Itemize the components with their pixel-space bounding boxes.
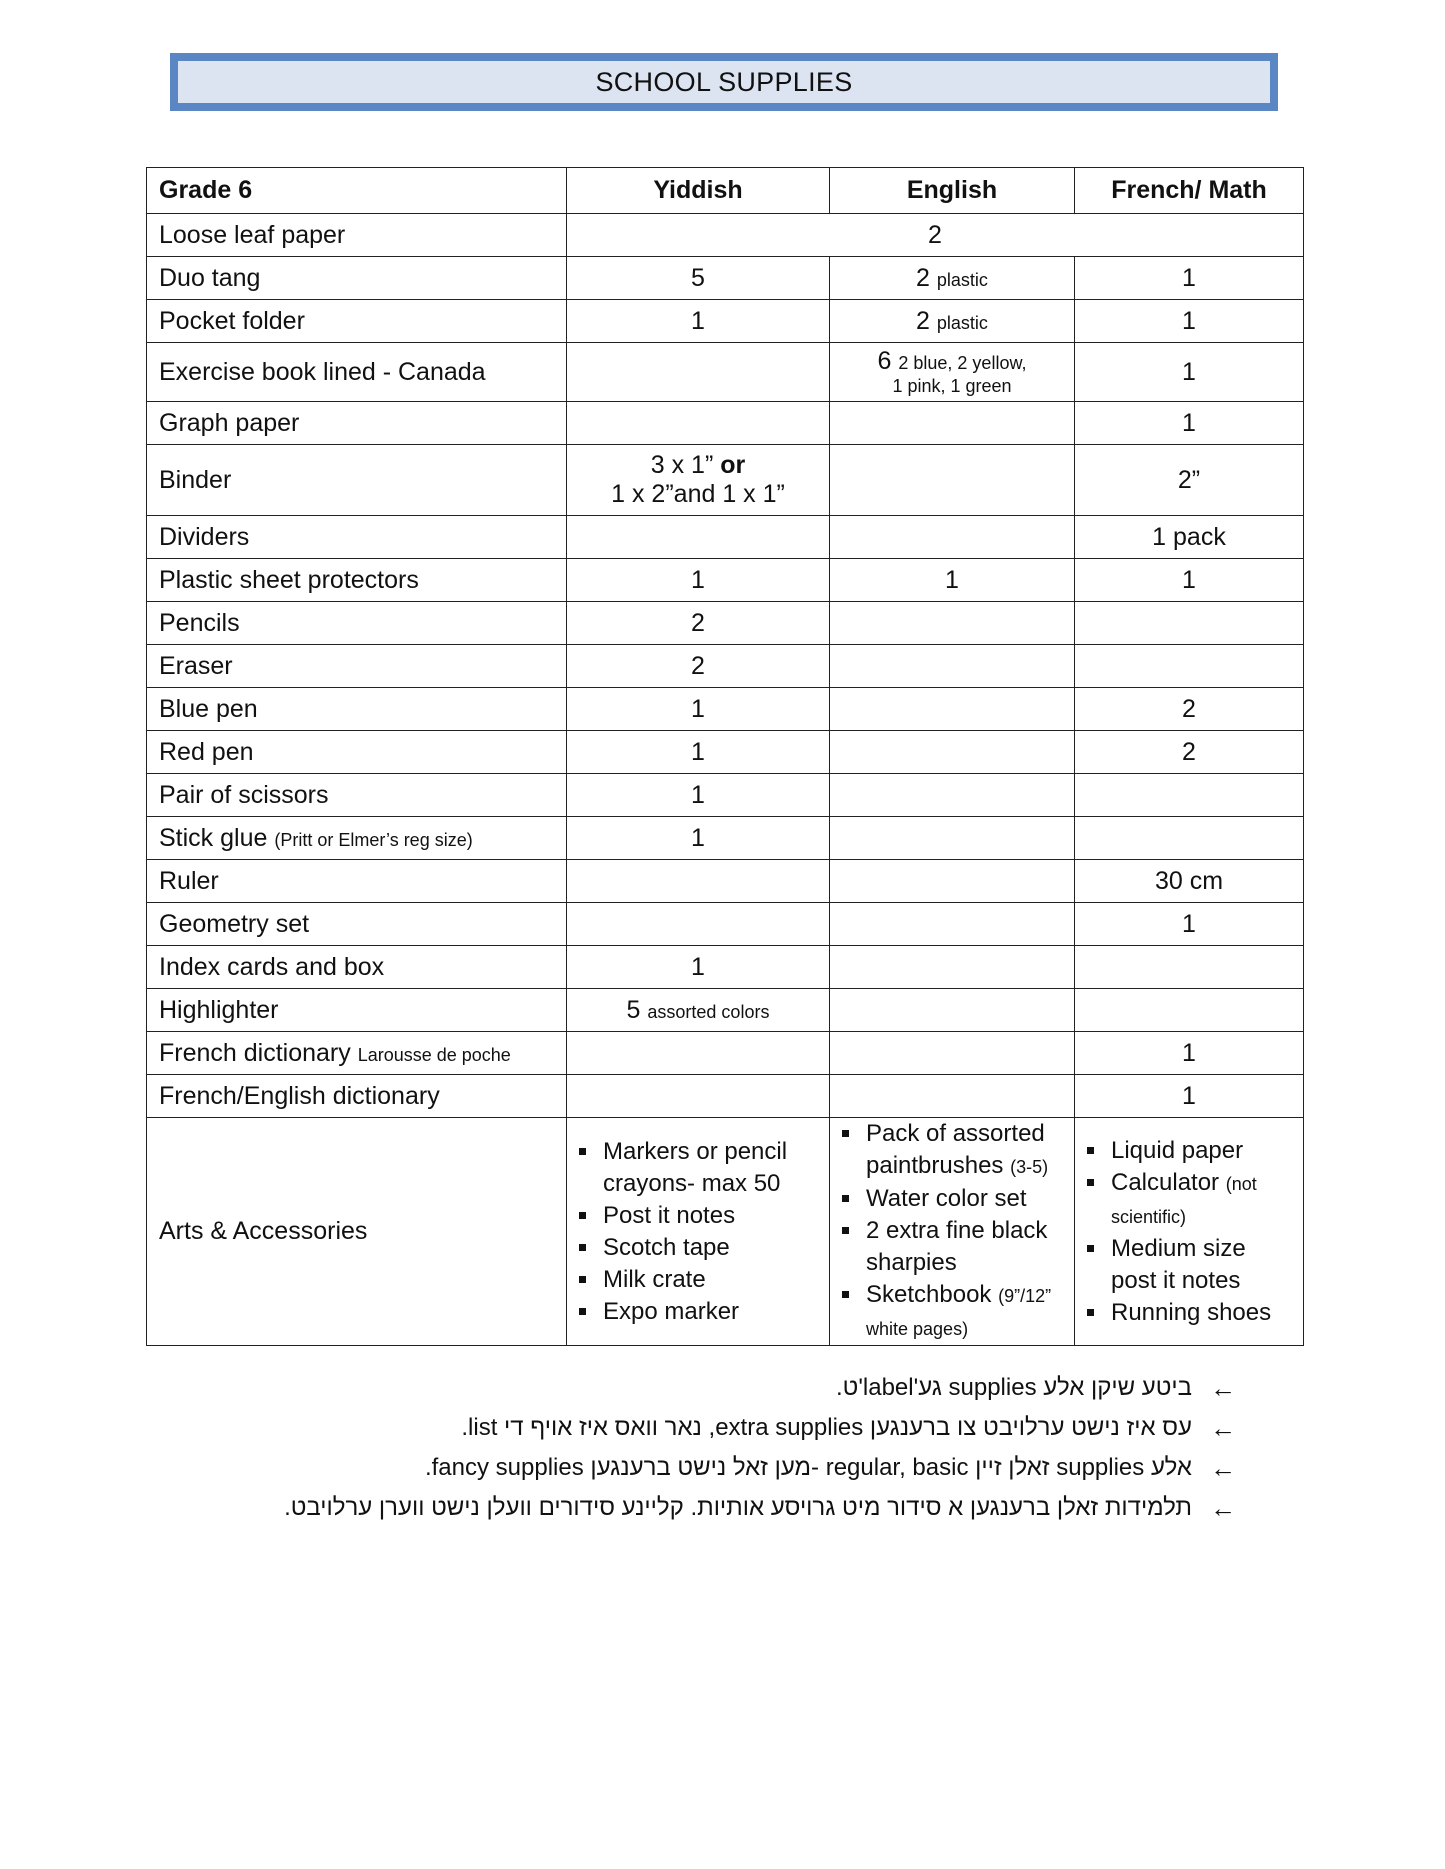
item-name: Red pen [147, 731, 567, 774]
table-row [147, 559, 1304, 602]
quantity-yiddish: 5 [567, 257, 830, 300]
quantity-french: 1 [1075, 1075, 1304, 1118]
quantity-english [830, 445, 1075, 516]
quantity-all: 2 [567, 214, 1304, 257]
item-name: Pocket folder [147, 300, 567, 343]
list-item-note: (3-5) [1010, 1157, 1049, 1177]
item-name: Plastic sheet protectors [147, 559, 567, 602]
left-arrow-icon: ← [1210, 1452, 1236, 1483]
quantity-yiddish: 2 [567, 645, 830, 688]
item-name: Duo tang [147, 257, 567, 300]
list-item-text: Pack of assorted paintbrushes [866, 1120, 1045, 1179]
note-text: ביטע שיקן אלע supplies גע'label'ט. [835, 1374, 1192, 1401]
item-name: Pencils [147, 602, 567, 645]
item-name [147, 817, 567, 860]
notes-list [240, 1368, 1240, 1528]
quantity-french [1075, 817, 1304, 860]
quantity-yiddish: 1 [567, 731, 830, 774]
quantity-yiddish [567, 1075, 830, 1118]
quantity-yiddish [567, 343, 830, 402]
supplies-table [146, 167, 1304, 1346]
arts-english [830, 1118, 1075, 1346]
table-row [147, 1032, 1304, 1075]
quantity-english: 1 [830, 559, 1075, 602]
quantity-value: 6 [877, 347, 892, 376]
item-name: Arts & Accessories [147, 1118, 567, 1346]
quantity-french: 1 [1075, 903, 1304, 946]
quantity-value: 3 x 1” [650, 451, 714, 480]
quantity-yiddish [567, 402, 830, 445]
table-row [147, 946, 1304, 989]
arts-french [1075, 1118, 1304, 1346]
left-arrow-icon: ← [1210, 1412, 1236, 1443]
list-item: Running shoes [1081, 1297, 1297, 1329]
quantity-english [830, 300, 1075, 343]
note-text: אלע supplies זאלן זיין regular, basic -מען זאל נישט ברענגען fancy supplies. [424, 1454, 1192, 1481]
quantity-english [830, 817, 1075, 860]
quantity-english [830, 402, 1075, 445]
item-label: French dictionary [159, 1038, 351, 1067]
list-item [836, 1279, 1068, 1345]
table-row [147, 343, 1304, 402]
list-item: Scotch tape [573, 1232, 823, 1264]
quantity-english [830, 257, 1075, 300]
page-title: SCHOOL SUPPLIES [595, 66, 853, 97]
table-row [147, 445, 1304, 516]
quantity-note: 2 blue, 2 yellow, [898, 353, 1027, 374]
quantity-english [830, 989, 1075, 1032]
table-row [147, 645, 1304, 688]
table-row [147, 731, 1304, 774]
quantity-value: 1 x 2”and 1 x 1” [611, 480, 785, 508]
bullet-list [1081, 1135, 1297, 1329]
quantity-french: 30 cm [1075, 860, 1304, 903]
or-label: or [720, 451, 746, 480]
quantity-yiddish [567, 1032, 830, 1075]
item-name: Pair of scissors [147, 774, 567, 817]
quantity-french: 2 [1075, 731, 1304, 774]
note-text: תלמידות זאלן ברענגען א סידור מיט גרויסע אותיות. קליינע סידורים וועלן נישט ווערן ערלויבט. [284, 1494, 1192, 1521]
quantity-note: 1 pink, 1 green [892, 376, 1012, 397]
list-item [1081, 1167, 1297, 1233]
list-item: Milk crate [573, 1264, 823, 1296]
quantity-english [830, 774, 1075, 817]
quantity-yiddish: 2 [567, 602, 830, 645]
list-item: Post it notes [573, 1200, 823, 1232]
quantity-yiddish [567, 445, 830, 516]
header-english: English [830, 168, 1075, 214]
quantity-french: 1 [1075, 257, 1304, 300]
quantity-yiddish: 1 [567, 774, 830, 817]
quantity-english [830, 645, 1075, 688]
quantity-french [1075, 602, 1304, 645]
table-row [147, 602, 1304, 645]
quantity-english [830, 946, 1075, 989]
bullet-list [573, 1136, 823, 1328]
header-french-math: French/ Math [1075, 168, 1304, 214]
quantity-french: 1 [1075, 343, 1304, 402]
item-name: Dividers [147, 516, 567, 559]
quantity-note: plastic [936, 269, 988, 290]
item-name: Exercise book lined - Canada [147, 343, 567, 402]
note-item [240, 1488, 1240, 1528]
quantity-french: 2 [1075, 688, 1304, 731]
list-item: Markers or pencil crayons- max 50 [573, 1136, 823, 1200]
list-item: Expo marker [573, 1296, 823, 1328]
quantity-yiddish: 1 [567, 300, 830, 343]
item-name: Graph paper [147, 402, 567, 445]
item-name: Blue pen [147, 688, 567, 731]
quantity-french [1075, 774, 1304, 817]
table-row [147, 774, 1304, 817]
list-item-note: (not scientific) [1111, 1173, 1257, 1227]
quantity-note: assorted colors [647, 1001, 770, 1022]
quantity-english [830, 860, 1075, 903]
title-banner [170, 53, 1278, 111]
list-item [836, 1118, 1068, 1183]
note-item [240, 1448, 1240, 1488]
header-yiddish: Yiddish [567, 168, 830, 214]
table-row [147, 860, 1304, 903]
item-name: Highlighter [147, 989, 567, 1032]
quantity-french: 1 pack [1075, 516, 1304, 559]
quantity-english [830, 903, 1075, 946]
item-name: Eraser [147, 645, 567, 688]
note-item [240, 1408, 1240, 1448]
quantity-english [830, 602, 1075, 645]
quantity-french [1075, 989, 1304, 1032]
list-item: Liquid paper [1081, 1135, 1297, 1167]
list-item-text: Calculator [1111, 1168, 1220, 1196]
item-name: Loose leaf paper [147, 214, 567, 257]
quantity-english [830, 516, 1075, 559]
quantity-value: 2 [916, 306, 930, 335]
quantity-yiddish: 1 [567, 817, 830, 860]
quantity-english [830, 343, 1075, 402]
note-text: עס איז נישט ערלויבט צו ברענגען extra supplies, נאר וואס איז אויף די list. [461, 1414, 1192, 1441]
item-name: French/English dictionary [147, 1075, 567, 1118]
item-note: Larousse de poche [357, 1044, 511, 1065]
table-row [147, 989, 1304, 1032]
list-item: Medium size post it notes [1081, 1233, 1297, 1297]
quantity-note: plastic [936, 312, 988, 333]
bullet-list [836, 1118, 1068, 1345]
table-row [147, 688, 1304, 731]
left-arrow-icon: ← [1210, 1372, 1236, 1403]
header-row [147, 168, 1304, 214]
table-row [147, 1075, 1304, 1118]
arts-yiddish [567, 1118, 830, 1346]
item-name: Ruler [147, 860, 567, 903]
table-row-arts [147, 1118, 1304, 1346]
quantity-yiddish [567, 860, 830, 903]
table-row [147, 402, 1304, 445]
quantity-english [830, 688, 1075, 731]
quantity-french [1075, 946, 1304, 989]
table-row [147, 903, 1304, 946]
table-row [147, 817, 1304, 860]
table-row [147, 300, 1304, 343]
list-item-text: Sketchbook [866, 1281, 992, 1308]
quantity-yiddish [567, 516, 830, 559]
quantity-french: 1 [1075, 1032, 1304, 1075]
quantity-french: 1 [1075, 559, 1304, 602]
quantity-yiddish: 1 [567, 559, 830, 602]
table-row [147, 516, 1304, 559]
list-item: 2 extra fine black sharpies [836, 1215, 1068, 1279]
list-item-note: (9”/12” white pages) [866, 1286, 1052, 1339]
quantity-yiddish: 1 [567, 688, 830, 731]
quantity-yiddish [567, 989, 830, 1032]
quantity-french: 2” [1075, 445, 1304, 516]
quantity-english [830, 1032, 1075, 1075]
quantity-value: 2 [916, 263, 930, 292]
item-label: Stick glue [159, 823, 268, 852]
quantity-french: 1 [1075, 402, 1304, 445]
item-note: (Pritt or Elmer’s reg size) [274, 829, 473, 850]
table-row [147, 257, 1304, 300]
quantity-french [1075, 645, 1304, 688]
quantity-english [830, 731, 1075, 774]
quantity-value: 5 [626, 995, 641, 1024]
item-name: Binder [147, 445, 567, 516]
quantity-english [830, 1075, 1075, 1118]
table-row [147, 214, 1304, 257]
item-name: Index cards and box [147, 946, 567, 989]
note-item [240, 1368, 1240, 1408]
item-name [147, 1032, 567, 1075]
quantity-yiddish [567, 903, 830, 946]
quantity-french: 1 [1075, 300, 1304, 343]
item-name: Geometry set [147, 903, 567, 946]
quantity-yiddish: 1 [567, 946, 830, 989]
left-arrow-icon: ← [1210, 1492, 1236, 1523]
header-grade: Grade 6 [147, 168, 567, 214]
list-item: Water color set [836, 1183, 1068, 1215]
